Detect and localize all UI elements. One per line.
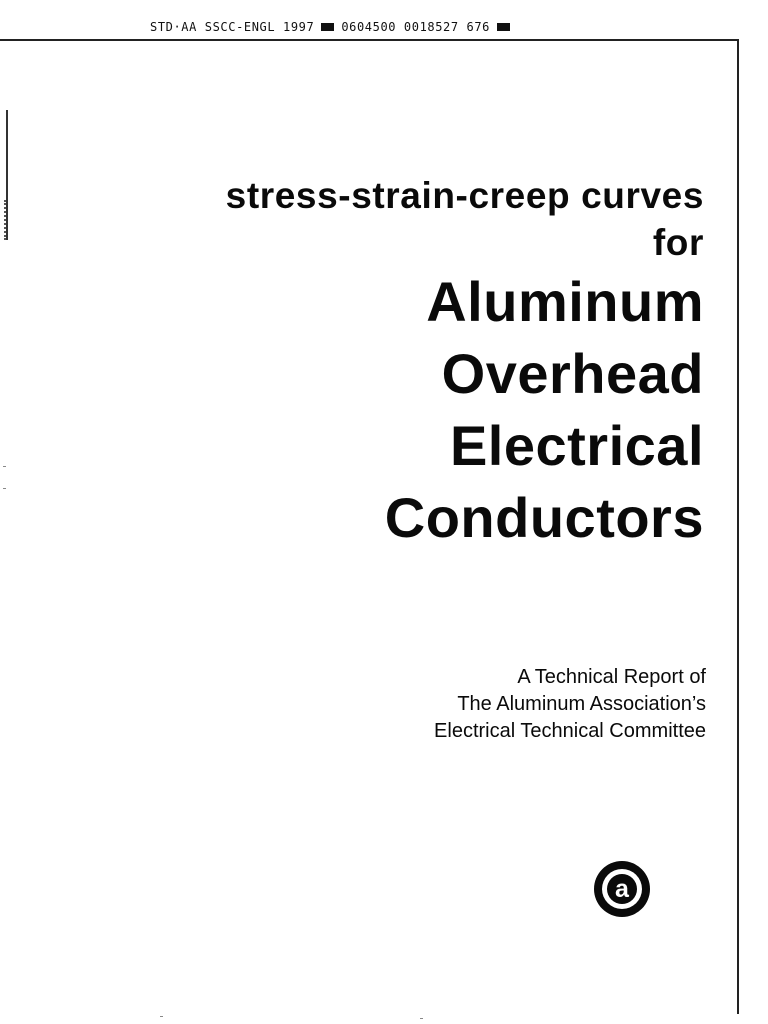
scan-speck bbox=[160, 1016, 163, 1017]
scan-speck bbox=[420, 1018, 423, 1019]
title-block bbox=[54, 172, 704, 554]
report-line-2: The Aluminum Association’s bbox=[457, 693, 706, 715]
subtitle-line: stress-strain-creep curves bbox=[225, 175, 704, 216]
document-code-left: STD·AA SSCC-ENGL 1997 bbox=[150, 20, 315, 34]
document-code-line bbox=[150, 20, 517, 34]
redaction-block bbox=[497, 23, 510, 31]
scan-speck bbox=[3, 466, 6, 467]
aluminum-association-logo-icon bbox=[594, 861, 650, 917]
main-title-overhead: Overhead bbox=[441, 342, 704, 405]
right-rule bbox=[737, 39, 739, 1014]
left-scan-dots bbox=[4, 200, 8, 240]
subtitle-for: for bbox=[652, 222, 704, 263]
logo-glyph-icon bbox=[594, 861, 650, 917]
report-line-1: A Technical Report of bbox=[517, 666, 706, 688]
redaction-block bbox=[321, 23, 334, 31]
document-code-middle: 0604500 0018527 676 bbox=[341, 20, 490, 34]
logo-letter: a bbox=[615, 875, 629, 903]
main-title-conductors: Conductors bbox=[384, 486, 704, 549]
main-title-aluminum: Aluminum bbox=[426, 270, 704, 333]
scan-speck bbox=[3, 488, 6, 489]
top-rule bbox=[0, 39, 738, 41]
report-line-3: Electrical Technical Committee bbox=[434, 720, 706, 742]
report-byline bbox=[434, 664, 706, 745]
main-title-electrical: Electrical bbox=[449, 414, 704, 477]
